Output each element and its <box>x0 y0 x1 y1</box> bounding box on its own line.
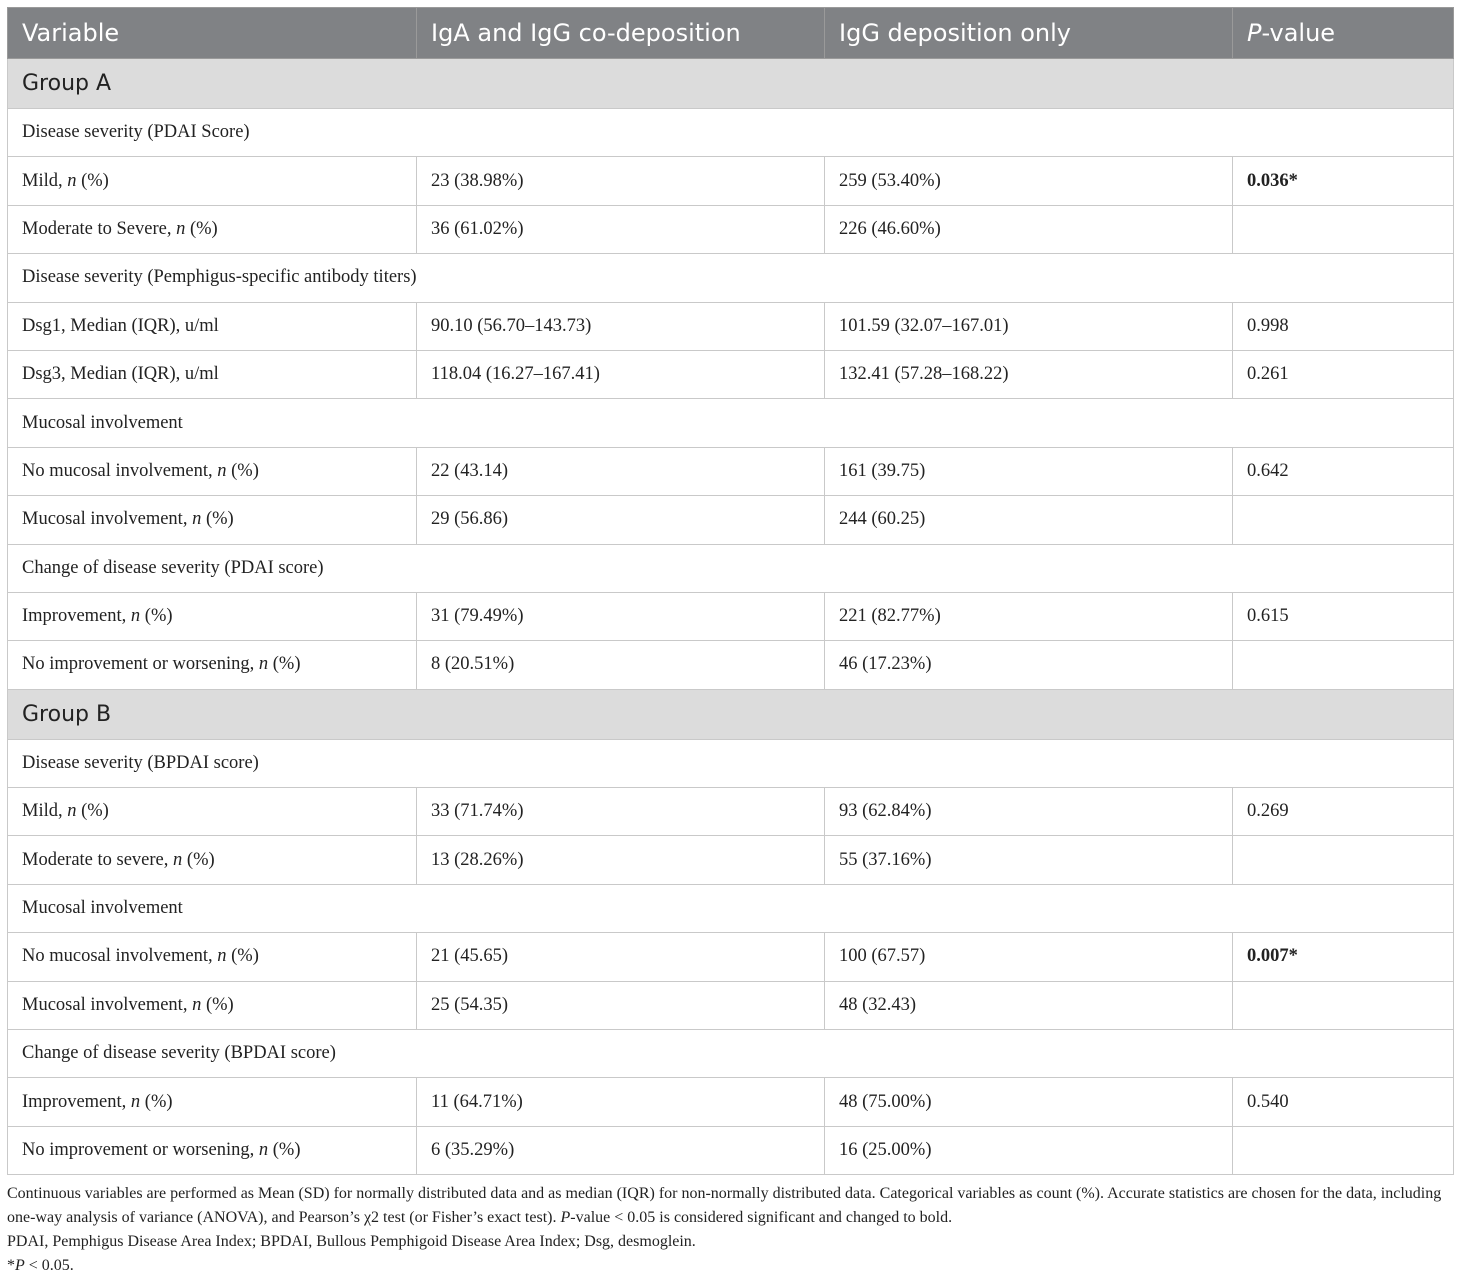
row-label <box>8 788 417 836</box>
table-row <box>8 1078 1454 1126</box>
row-label <box>8 641 417 689</box>
table-row <box>8 592 1454 640</box>
group-a-row <box>8 59 1454 109</box>
cell-iga-igg: 23 (38.98%) <box>417 157 825 205</box>
cell-igg-only: 46 (17.23%) <box>825 641 1233 689</box>
cell-p-value: 0.540 <box>1233 1078 1454 1126</box>
row-label <box>8 933 417 981</box>
footnote-sig-rest: < 0.05. <box>24 1257 74 1274</box>
cell-iga-igg: 33 (71.74%) <box>417 788 825 836</box>
table-row <box>8 205 1454 253</box>
footnote-significance <box>7 1254 1453 1278</box>
group-a-title: Group A <box>8 59 1454 109</box>
label-suffix: (%) <box>268 1140 301 1160</box>
cell-iga-igg: 21 (45.65) <box>417 933 825 981</box>
label-suffix: (%) <box>185 218 218 239</box>
cell-iga-igg: 118.04 (16.27–167.41) <box>417 350 825 398</box>
section-label: Change of disease severity (BPDAI score) <box>8 1030 1454 1078</box>
footnote-star: * <box>7 1257 15 1274</box>
label-n: n <box>173 849 183 870</box>
footnote-methods-tail: -value < 0.05 is considered significant and changed to bold. <box>570 1209 953 1226</box>
label-n: n <box>67 801 77 822</box>
group-b-row <box>8 689 1454 739</box>
table-row <box>8 447 1454 495</box>
cell-p-value <box>1233 205 1454 253</box>
label-text: No mucosal involvement, <box>22 946 218 967</box>
results-table-container <box>7 7 1453 1175</box>
cell-igg-only: 161 (39.75) <box>825 447 1233 495</box>
cell-p-value: 0.615 <box>1233 592 1454 640</box>
label-suffix: (%) <box>76 170 109 191</box>
header-variable: Variable <box>8 8 417 59</box>
cell-p-value: 0.036* <box>1233 157 1454 205</box>
section-row <box>8 884 1454 932</box>
row-label <box>8 836 417 884</box>
cell-p-value <box>1233 981 1454 1029</box>
table-footnotes <box>7 1182 1453 1278</box>
row-label <box>8 1078 417 1126</box>
table-row <box>8 157 1454 205</box>
row-label <box>8 981 417 1029</box>
footnote-sig-p: P <box>15 1257 25 1274</box>
header-igg-only: IgG deposition only <box>825 8 1233 59</box>
cell-igg-only: 100 (67.57) <box>825 933 1233 981</box>
label-suffix: (%) <box>201 994 234 1015</box>
row-label <box>8 592 417 640</box>
table-row <box>8 981 1454 1029</box>
cell-iga-igg: 11 (64.71%) <box>417 1078 825 1126</box>
section-label: Mucosal involvement <box>8 399 1454 447</box>
row-label: Dsg1, Median (IQR), u/ml <box>8 302 417 350</box>
cell-igg-only: 48 (75.00%) <box>825 1078 1233 1126</box>
cell-p-value <box>1233 496 1454 544</box>
label-text: Improvement, <box>22 1091 131 1112</box>
header-p-rest: -value <box>1261 19 1336 47</box>
label-text: No improvement or worsening, <box>22 1140 259 1160</box>
cell-igg-only: 16 (25.00%) <box>825 1126 1233 1174</box>
label-n: n <box>176 218 186 239</box>
label-n: n <box>130 606 141 627</box>
table-row <box>8 1126 1454 1174</box>
label-text: No improvement or worsening, <box>22 654 259 675</box>
label-suffix: (%) <box>182 849 215 870</box>
cell-p-value: 0.261 <box>1233 350 1454 398</box>
label-suffix: (%) <box>76 801 109 822</box>
cell-p-value: 0.269 <box>1233 788 1454 836</box>
cell-iga-igg: 13 (28.26%) <box>417 836 825 884</box>
cell-igg-only: 259 (53.40%) <box>825 157 1233 205</box>
table-row <box>8 933 1454 981</box>
cell-igg-only: 55 (37.16%) <box>825 836 1233 884</box>
section-row <box>8 399 1454 447</box>
section-label: Change of disease severity (PDAI score) <box>8 544 1454 592</box>
cell-iga-igg: 25 (54.35) <box>417 981 825 1029</box>
footnote-methods-text: Continuous variables are performed as Mean (SD) for normally distributed data and as median (IQR) for non-normally distributed data. Categorical variables as count (%). Accurate statistics are chosen for the data, including one-way analysis of variance (ANOVA), and Pearson’s χ2 test (or Fisher’s exact test). <box>7 1185 1442 1226</box>
section-row <box>8 109 1454 157</box>
row-label <box>8 447 417 495</box>
cell-p-value: 0.007* <box>1233 933 1454 981</box>
cell-igg-only: 101.59 (32.07–167.01) <box>825 302 1233 350</box>
label-text: Moderate to severe, <box>22 849 174 870</box>
table-row <box>8 302 1454 350</box>
table-row <box>8 641 1454 689</box>
label-n: n <box>258 654 269 675</box>
header-iga-igg: IgA and IgG co-deposition <box>417 8 825 59</box>
label-n: n <box>217 946 227 967</box>
row-label <box>8 205 417 253</box>
cell-iga-igg: 36 (61.02%) <box>417 205 825 253</box>
label-n: n <box>217 460 227 481</box>
table-row <box>8 496 1454 544</box>
cell-igg-only: 93 (62.84%) <box>825 788 1233 836</box>
section-label: Disease severity (BPDAI score) <box>8 739 1454 787</box>
cell-iga-igg: 8 (20.51%) <box>417 641 825 689</box>
header-p-value <box>1233 8 1454 59</box>
label-suffix: (%) <box>226 460 259 481</box>
row-label: Dsg3, Median (IQR), u/ml <box>8 350 417 398</box>
label-text: Mild, <box>22 801 68 822</box>
label-n: n <box>67 170 77 191</box>
cell-igg-only: 244 (60.25) <box>825 496 1233 544</box>
label-n: n <box>130 1091 141 1112</box>
label-n: n <box>258 1140 269 1160</box>
cell-p-value: 0.998 <box>1233 302 1454 350</box>
table-header-row <box>8 8 1454 59</box>
footnote-abbreviations: PDAI, Pemphigus Disease Area Index; BPDAI, Bullous Pemphigoid Disease Area Index; Dsg, desmoglein. <box>7 1233 696 1250</box>
label-suffix: (%) <box>226 946 259 967</box>
section-row <box>8 739 1454 787</box>
cell-iga-igg: 90.10 (56.70–143.73) <box>417 302 825 350</box>
table-row <box>8 350 1454 398</box>
cell-p-value <box>1233 836 1454 884</box>
cell-iga-igg: 6 (35.29%) <box>417 1126 825 1174</box>
label-text: Mild, <box>22 170 68 191</box>
row-label <box>8 157 417 205</box>
section-label: Disease severity (Pemphigus-specific antibody titers) <box>8 254 1454 302</box>
label-text: Moderate to Severe, <box>22 218 177 239</box>
label-suffix: (%) <box>140 606 173 627</box>
cell-igg-only: 221 (82.77%) <box>825 592 1233 640</box>
section-label: Mucosal involvement <box>8 884 1454 932</box>
footnote-methods <box>7 1182 1453 1230</box>
label-n: n <box>192 994 202 1015</box>
row-label <box>8 496 417 544</box>
row-label <box>8 1126 417 1174</box>
group-b-title: Group B <box>8 689 1454 739</box>
cell-p-value <box>1233 1126 1454 1174</box>
label-text: Improvement, <box>22 606 131 627</box>
results-table <box>7 7 1454 1175</box>
cell-iga-igg: 31 (79.49%) <box>417 592 825 640</box>
cell-iga-igg: 22 (43.14) <box>417 447 825 495</box>
cell-igg-only: 48 (32.43) <box>825 981 1233 1029</box>
cell-igg-only: 226 (46.60%) <box>825 205 1233 253</box>
cell-p-value <box>1233 641 1454 689</box>
section-row <box>8 1030 1454 1078</box>
label-text: No mucosal involvement, <box>22 460 218 481</box>
footnote-p-italic: P <box>560 1209 571 1226</box>
section-row <box>8 254 1454 302</box>
label-suffix: (%) <box>140 1091 173 1112</box>
header-p-italic: P <box>1247 19 1262 47</box>
cell-iga-igg: 29 (56.86) <box>417 496 825 544</box>
table-row <box>8 836 1454 884</box>
cell-igg-only: 132.41 (57.28–168.22) <box>825 350 1233 398</box>
section-row <box>8 544 1454 592</box>
label-text: Mucosal involvement, <box>22 994 193 1015</box>
table-row <box>8 788 1454 836</box>
label-text: Mucosal involvement, <box>22 509 193 530</box>
cell-p-value: 0.642 <box>1233 447 1454 495</box>
label-suffix: (%) <box>268 654 301 675</box>
label-n: n <box>192 509 202 530</box>
section-label: Disease severity (PDAI Score) <box>8 109 1454 157</box>
label-suffix: (%) <box>201 509 234 530</box>
